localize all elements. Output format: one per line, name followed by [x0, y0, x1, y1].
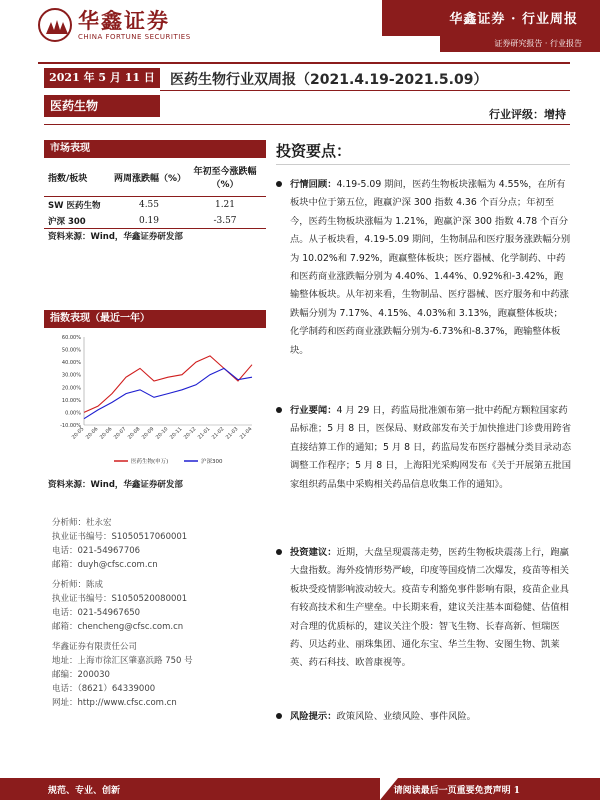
series-line: [84, 368, 252, 418]
y-tick-label: 0.00%: [65, 410, 81, 417]
y-tick-label: -10.00%: [60, 423, 81, 429]
industry-rating: 行业评级：增持: [489, 108, 566, 121]
table-cell-name: 沪深 300: [48, 216, 86, 227]
analyst-phone: 电话：021-54967650: [52, 608, 141, 618]
sector-label: 医药生物: [44, 95, 160, 117]
bullet-dot-icon: [276, 407, 282, 413]
chart-canvas: [44, 325, 266, 473]
company-address: 地址：上海市徐汇区肇嘉浜路 750 号: [52, 656, 193, 666]
chart-section-heading: 指数表现（最近一年）: [44, 310, 266, 328]
x-tick-label: 20-06: [98, 426, 114, 441]
x-tick-label: 21-03: [224, 426, 240, 441]
index-performance-chart: [44, 325, 266, 473]
analyst-email: 邮箱：duyh@cfsc.com.cn: [52, 560, 158, 570]
x-tick-label: 20-09: [140, 426, 156, 441]
table-cell-two-week: 4.55: [138, 200, 160, 210]
sector-divider: [44, 124, 570, 125]
company-logo: [38, 8, 191, 42]
x-tick-label: 20-11: [168, 426, 184, 441]
x-tick-label: 21-02: [210, 426, 226, 441]
report-title: 医药生物行业双周报（2021.4.19-2021.5.09）: [170, 72, 488, 88]
analyst-name: 分析师：杜永宏: [52, 518, 112, 528]
key-point-label: 行业要闻：: [290, 405, 337, 416]
table-header-cell: 两周涨跌幅（%）: [114, 173, 187, 184]
analyst-block: [52, 516, 193, 710]
key-point-label: 风险提示：: [290, 711, 337, 722]
legend-label: 医药生物(申万): [131, 459, 169, 465]
analyst-name: 分析师：陈成: [52, 580, 104, 590]
key-points-divider: [276, 164, 570, 165]
y-tick-label: 30.00%: [61, 372, 81, 379]
key-point-text: 4.19-5.09 期间，医药生物板块涨幅为 4.55%，在所有板块中位于第五位，跑赢沪深 300 指数 4.36 个百分点；年初至今，医药生物板块涨幅为 1.21%，跑赢沪深 300 指数 4.78 个百分点。从子板块看，4.19-5.09 期间，生物制品和医疗服务涨跌幅分别为 10.02%和 7.92%，跑赢整体板块；医疗器械、化学制药、中药和医药商业涨跌幅分别为 4.40%、1.44%、0.92%和-3.42%，跑输整体板块。从年初来看，生物制品、医疗器械、医疗服务和中药涨跌幅分别为 7.17%、4.15%、4.03%和 3.13%，跑赢整体板块；化学制药和医药商业涨跌幅分别为-6.73%和-8.37%，跑输整体板块。: [290, 179, 571, 356]
header-divider: [38, 62, 570, 64]
y-tick-label: 20.00%: [61, 385, 81, 392]
x-tick-label: 20-10: [154, 426, 170, 441]
y-tick-label: 50.00%: [61, 347, 81, 354]
footer-disclaimer-note: 请阅读最后一页重要免责声明 1: [393, 786, 520, 796]
bullet-dot-icon: [276, 713, 282, 719]
table-row: [44, 197, 266, 213]
bullet-dot-icon: [276, 549, 282, 555]
analyst-email: 邮箱：chencheng@cfsc.com.cn: [52, 622, 184, 632]
analyst-phone: 电话：021-54967706: [52, 546, 141, 556]
x-tick-label: 20-05: [70, 426, 86, 441]
footer-motto: 规范、专业、创新: [48, 786, 121, 796]
company-emblem-icon: [38, 8, 72, 42]
x-tick-label: 20-12: [182, 426, 198, 441]
key-point-item: [276, 402, 572, 494]
report-date: 2021 年 5 月 11 日: [44, 68, 160, 88]
company-website: 网址：http://www.cfsc.com.cn: [52, 698, 177, 708]
banner-text: 华鑫证券 · 行业周报: [449, 12, 578, 27]
chart-source-note: 资料来源：Wind，华鑫证券研发部: [48, 480, 183, 490]
table-row: [44, 213, 266, 229]
y-tick-label: 10.00%: [61, 397, 81, 404]
sub-banner-text: 证券研究报告 · 行业报告: [494, 39, 582, 48]
key-point-label: 投资建议：: [290, 547, 337, 558]
x-tick-label: 20-06: [84, 426, 100, 441]
company-phone: 电话：（8621）64339000: [52, 684, 156, 694]
legend-label: 沪深300: [201, 459, 223, 465]
analyst-cert: 执业证书编号：S1050517060001: [52, 532, 188, 542]
x-tick-label: 20-07: [112, 426, 128, 441]
x-tick-label: 20-08: [126, 426, 142, 441]
market-section-heading: 市场表现: [44, 140, 266, 158]
table-cell-two-week: 0.19: [138, 215, 160, 226]
market-performance-table: [44, 157, 266, 229]
report-sub-banner: [440, 36, 600, 52]
page-footer: [0, 778, 600, 800]
table-header-row: [44, 157, 266, 197]
key-point-text: 4 月 29 日，药监局批准颁布第一批中药配方颗粒国家药品标准；5 月 8 日，医保局、财政部发布关于加快推进门诊费用跨省直接结算工作的通知；5 月 8 日，药监局发布医疗器械分类目录动态调整工作程序；5 月 8 日，上海阳光采购网发布《关于开展第五批国家组织药品集中采购相关药品信息收集工作的通知》。: [290, 405, 572, 490]
table-header-cell: 年初至今涨跌幅（%）: [193, 167, 257, 190]
analyst-cert: 执业证书编号：S1050520080001: [52, 594, 188, 604]
company-zip: 邮编：200030: [52, 670, 110, 680]
key-point-text: 近期，大盘呈现震荡走势，医药生物板块震荡上行，跑赢大盘指数。海外疫情形势严峻，印度等国疫情二次爆发，疫苗等相关板块受疫情影响波动较大。疫苗专利豁免事件影响有限，疫苗企业具有较高技术和生产壁垒。中长期来看，建议关注基本面稳健、估值相对合理的优质标的，建议关注个股：智飞生物、长春高新、恒瑞医药、贝达药业、丽珠集团、通化东宝、华兰生物、安图生物、凯莱英、药石科技、欧普康视等。: [290, 547, 569, 669]
market-source-note: 资料来源：Wind，华鑫证券研发部: [48, 232, 183, 242]
bullet-dot-icon: [276, 181, 282, 187]
table-header-cell: 指数/板块: [48, 173, 88, 184]
key-point-item: [276, 708, 572, 726]
key-point-item: [276, 544, 572, 673]
table-cell-ytd: 1.21: [214, 200, 236, 210]
company-name-cn: 华鑫证券: [78, 8, 170, 33]
company-name-en: CHINA FORTUNE SECURITIES: [78, 32, 191, 41]
y-tick-label: 60.00%: [61, 335, 81, 341]
key-points-title: 投资要点：: [276, 142, 352, 160]
table-cell-name: SW 医药生物: [48, 201, 101, 211]
y-tick-label: 40.00%: [61, 360, 81, 367]
title-divider: [160, 90, 570, 91]
key-point-text: 政策风险、业绩风险、事件风险。: [336, 711, 476, 722]
report-type-banner: [382, 0, 600, 36]
x-tick-label: 21-04: [238, 426, 254, 441]
company-full-name: 华鑫证券有限责任公司: [52, 642, 138, 652]
table-cell-ytd: -3.57: [213, 215, 237, 226]
x-tick-label: 21-01: [196, 426, 212, 441]
key-point-label: 行情回顾：: [290, 179, 337, 190]
key-point-item: [276, 176, 572, 360]
